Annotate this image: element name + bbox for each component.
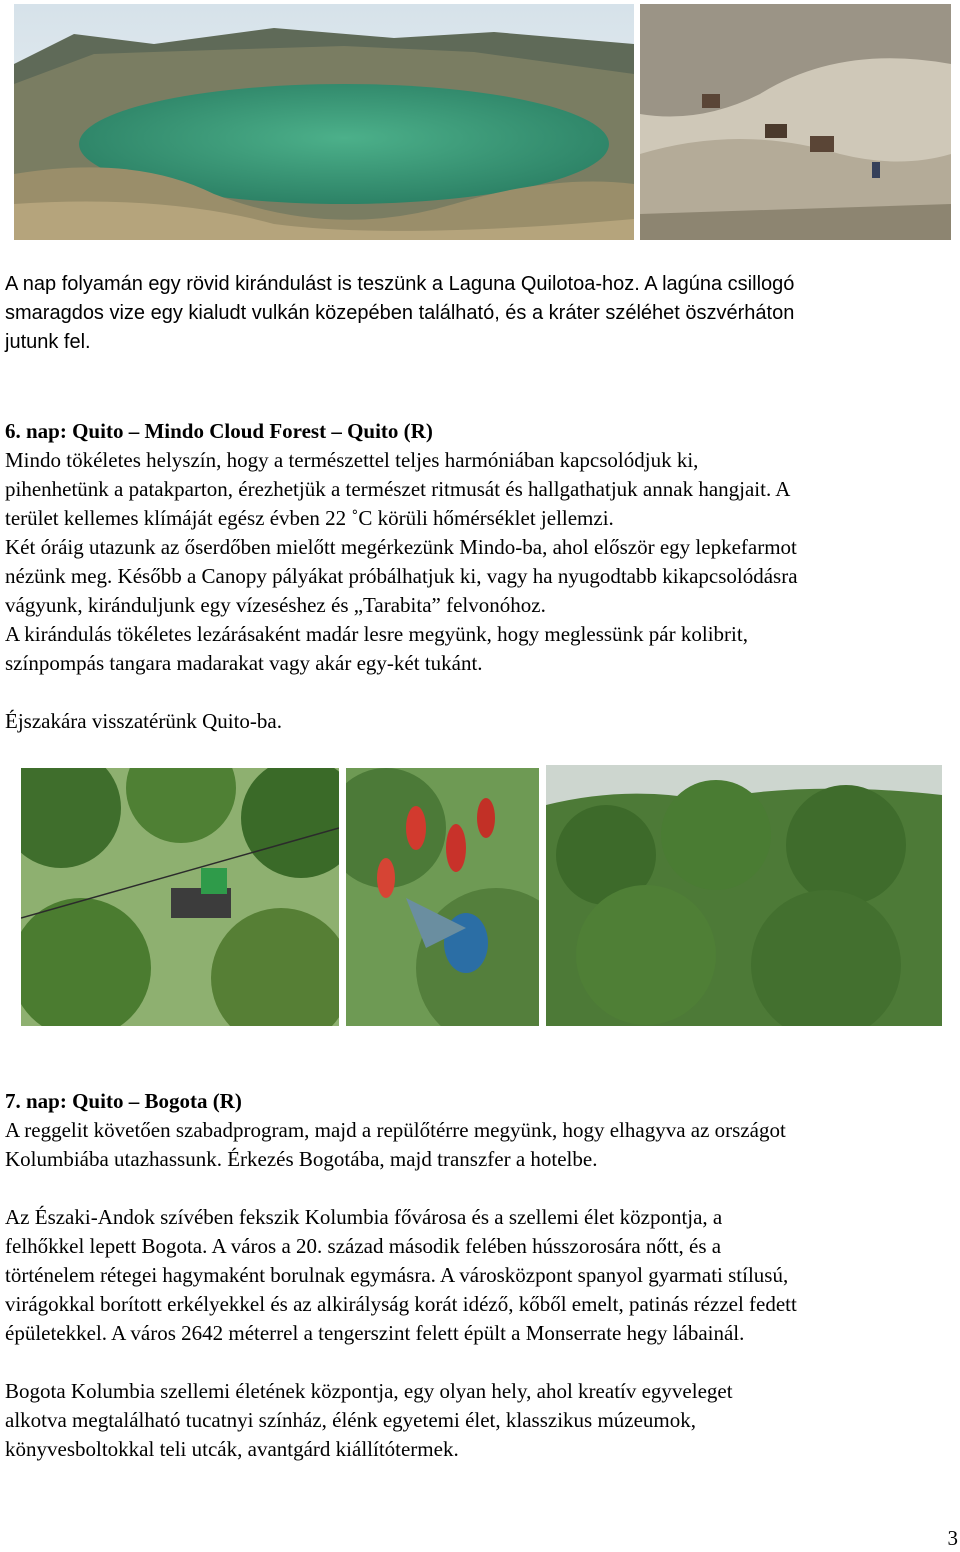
laguna-paragraph: A nap folyamán egy rövid kirándulást is teszünk a Laguna Quilotoa-hoz. A lagúna csillogó smaragdos vize egy kialudt vulkán közepében található, és a kráter széléhet öszvérháton jutunk fel.	[5, 273, 795, 353]
day7-paragraph-2: Az Északi-Andok szívében fekszik Kolumbia fővárosa és a szellemi élet központja, a felhőkkel lepett Bogota. A város a 20. század második felében hússzorosára nőtt, és a történelem rétegei hagymaként borulnak egymásra. A városközpont spanyol gyarmati stílusú, virágokkal borított erkélyekkel és az alkirályság korát idéző, kőből emelt, patinás rézzel fedett épületekkel. A város 2642 méterrel a tengerszint felett épült a Monserrate hegy lábainál.	[5, 1205, 797, 1345]
day6-paragraph-3: A kirándulás tökéletes lezárásaként madár lesre megyünk, hogy meglessünk pár kolibrit, színpompás tangara madarakat vagy akár egy-két tukánt.	[5, 622, 748, 675]
canopy-zipline-photo	[21, 768, 339, 1026]
day6-paragraph-2: Két óráig utazunk az őserdőben mielőtt megérkezünk Mindo-ba, ahol először egy lepkefarmot nézünk meg. Később a Canopy pályákat próbálhatjuk ki, vagy ha nyugodtabb kikapcsolódásra vágyunk, kiránduljunk egy vízeséshez és „Tarabita” felvonóhoz.	[5, 535, 798, 617]
day7-heading: 7. nap: Quito – Bogota (R)	[5, 1089, 242, 1113]
day6-paragraph-4: Éjszakára visszatérünk Quito-ba.	[5, 709, 282, 733]
cloud-forest-photo	[546, 765, 942, 1026]
day7-paragraph-1: A reggelit követően szabadprogram, majd a repülőtérre megyünk, hogy elhagyva az országot Kolumbiába utazhassunk. Érkezés Bogotába, majd transzfer a hotelbe.	[5, 1118, 786, 1171]
day6-heading: 6. nap: Quito – Mindo Cloud Forest – Quito (R)	[5, 419, 433, 443]
laguna-quilotoa-photo	[14, 4, 634, 240]
day7-paragraph-3: Bogota Kolumbia szellemi életének központja, egy olyan hely, ahol kreatív egyveleget alkotva megtalálható tucatnyi színház, élénk egyetemi élet, klasszikus múzeumok, könyvesboltokkal teli utcák, avantgárd kiállítótermek.	[5, 1379, 733, 1461]
day6-paragraph-1: Mindo tökéletes helyszín, hogy a természettel teljes harmóniában kapcsolódjuk ki, pihenhetünk a patakparton, érezhetjük a természet ritmusát és hallgathatjuk annak hangjait. A terület kellemes klímáját egész évben 22 ˚C körüli hőmérséklet jellemzi.	[5, 448, 791, 530]
mule-ride-photo	[640, 4, 951, 240]
page-number: 3	[947, 1526, 958, 1550]
hummingbird-photo	[346, 768, 539, 1026]
